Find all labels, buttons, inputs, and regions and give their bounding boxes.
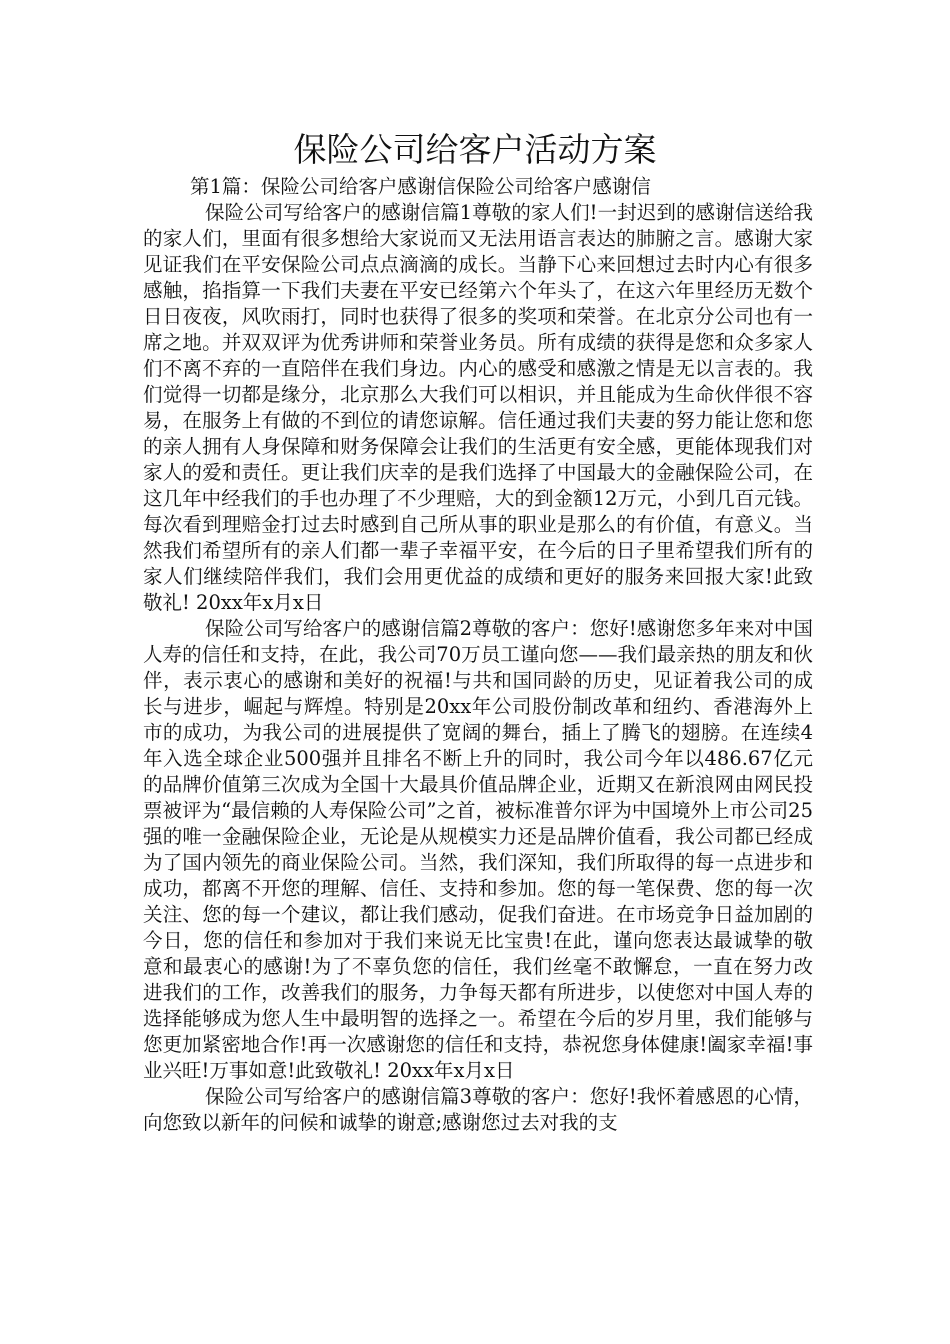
paragraph-letter-3: 保险公司写给客户的感谢信篇3尊敬的客户：您好!我怀着感恩的心情，向您致以新年的问候和诚挚的谢意;感谢您过去对我的支 xyxy=(143,1085,813,1134)
paragraph-letter-1: 保险公司写给客户的感谢信篇1尊敬的家人们!一封迟到的感谢信送给我的家人们，里面有很多想给大家说而又无法用语言表达的肺腑之言。感谢大家见证我们在平安保险公司点点滴滴的成长。当静下心来回想过去时内心有很多感触，掐指算一下我们夫妻在平安已经第六个年头了，在这六年里经历无数个日日夜夜，风吹雨打，同时也获得了很多的奖项和荣誉。在北京分公司也有一席之地。并双双评为优秀讲师和荣誉业务员。所有成绩的获得是您和众多家人们不离不弃的一直陪伴在我们身边。内心的感受和感激之情是无以言表的。我们觉得一切都是缘分，北京那么大我们可以相识，并且能成为生命伙伴很不容易，在服务上有做的不到位的请您谅解。信任通过我们夫妻的努力能让您和您的亲人拥有人身保障和财务保障会让我们的生活更有安全感，更能体现我们对家人的爱和责任。更让我们庆幸的是我们选择了中国最大的金融保险公司，在这几年中经我们的手也办理了不少理赔，大的到金额12万元，小到几百元钱。每次看到理赔金打过去时感到自己所从事的职业是那么的有价值，有意义。当然我们希望所有的亲人们都一辈子幸福平安，在今后的日子里希望我们所有的家人们继续陪伴我们，我们会用更优益的成绩和更好的服务来回报大家!此致敬礼! 20xx年x月x日 xyxy=(143,201,813,614)
section-heading: 第1篇：保险公司给客户感谢信保险公司给客户感谢信 xyxy=(190,175,651,198)
paragraph-letter-2: 保险公司写给客户的感谢信篇2尊敬的客户：您好!感谢您多年来对中国人寿的信任和支持，在此，我公司70万员工谨向您——我们最亲热的朋友和伙伴，表示衷心的感谢和美好的祝福!与共和国同龄的历史，见证着我公司的成长与进步，崛起与辉煌。特别是20xx年公司股份制改革和纽约、香港海外上市的成功，为我公司的进展提供了宽阔的舞台，插上了腾飞的翅膀。在连续4年入选全球企业500强并且排名不断上升的同时，我公司今年以486.67亿元的品牌价值第三次成为全国十大最具价值品牌企业，近期又在新浪网由网民投票被评为“最信赖的人寿保险公司”之首，被标准普尔评为中国境外上市公司25强的唯一金融保险企业，无论是从规模实力还是品牌价值看，我公司都已经成为了国内领先的商业保险公司。当然，我们深知，我们所取得的每一点进步和成功，都离不开您的理解、信任、支持和参加。您的每一笔保费、您的每一次关注、您的每一个建议，都让我们感动，促我们奋进。在市场竞争日益加剧的今日，您的信任和参加对于我们来说无比宝贵!在此，谨向您表达最诚挚的敬意和最衷心的感谢!为了不辜负您的信任，我们丝毫不敢懈怠，一直在努力改进我们的工作，改善我们的服务，力争每天都有所进步，以使您对中国人寿的选择能够成为您人生中最明智的选择之一。希望在今后的岁月里，我们能够与您更加紧密地合作!再一次感谢您的信任和支持，恭祝您身体健康!阖家幸福!事业兴旺!万事如意!此致敬礼! 20xx年x月x日 xyxy=(143,617,813,1082)
document-title: 保险公司给客户活动方案 xyxy=(293,130,657,169)
document-body xyxy=(143,174,813,1136)
